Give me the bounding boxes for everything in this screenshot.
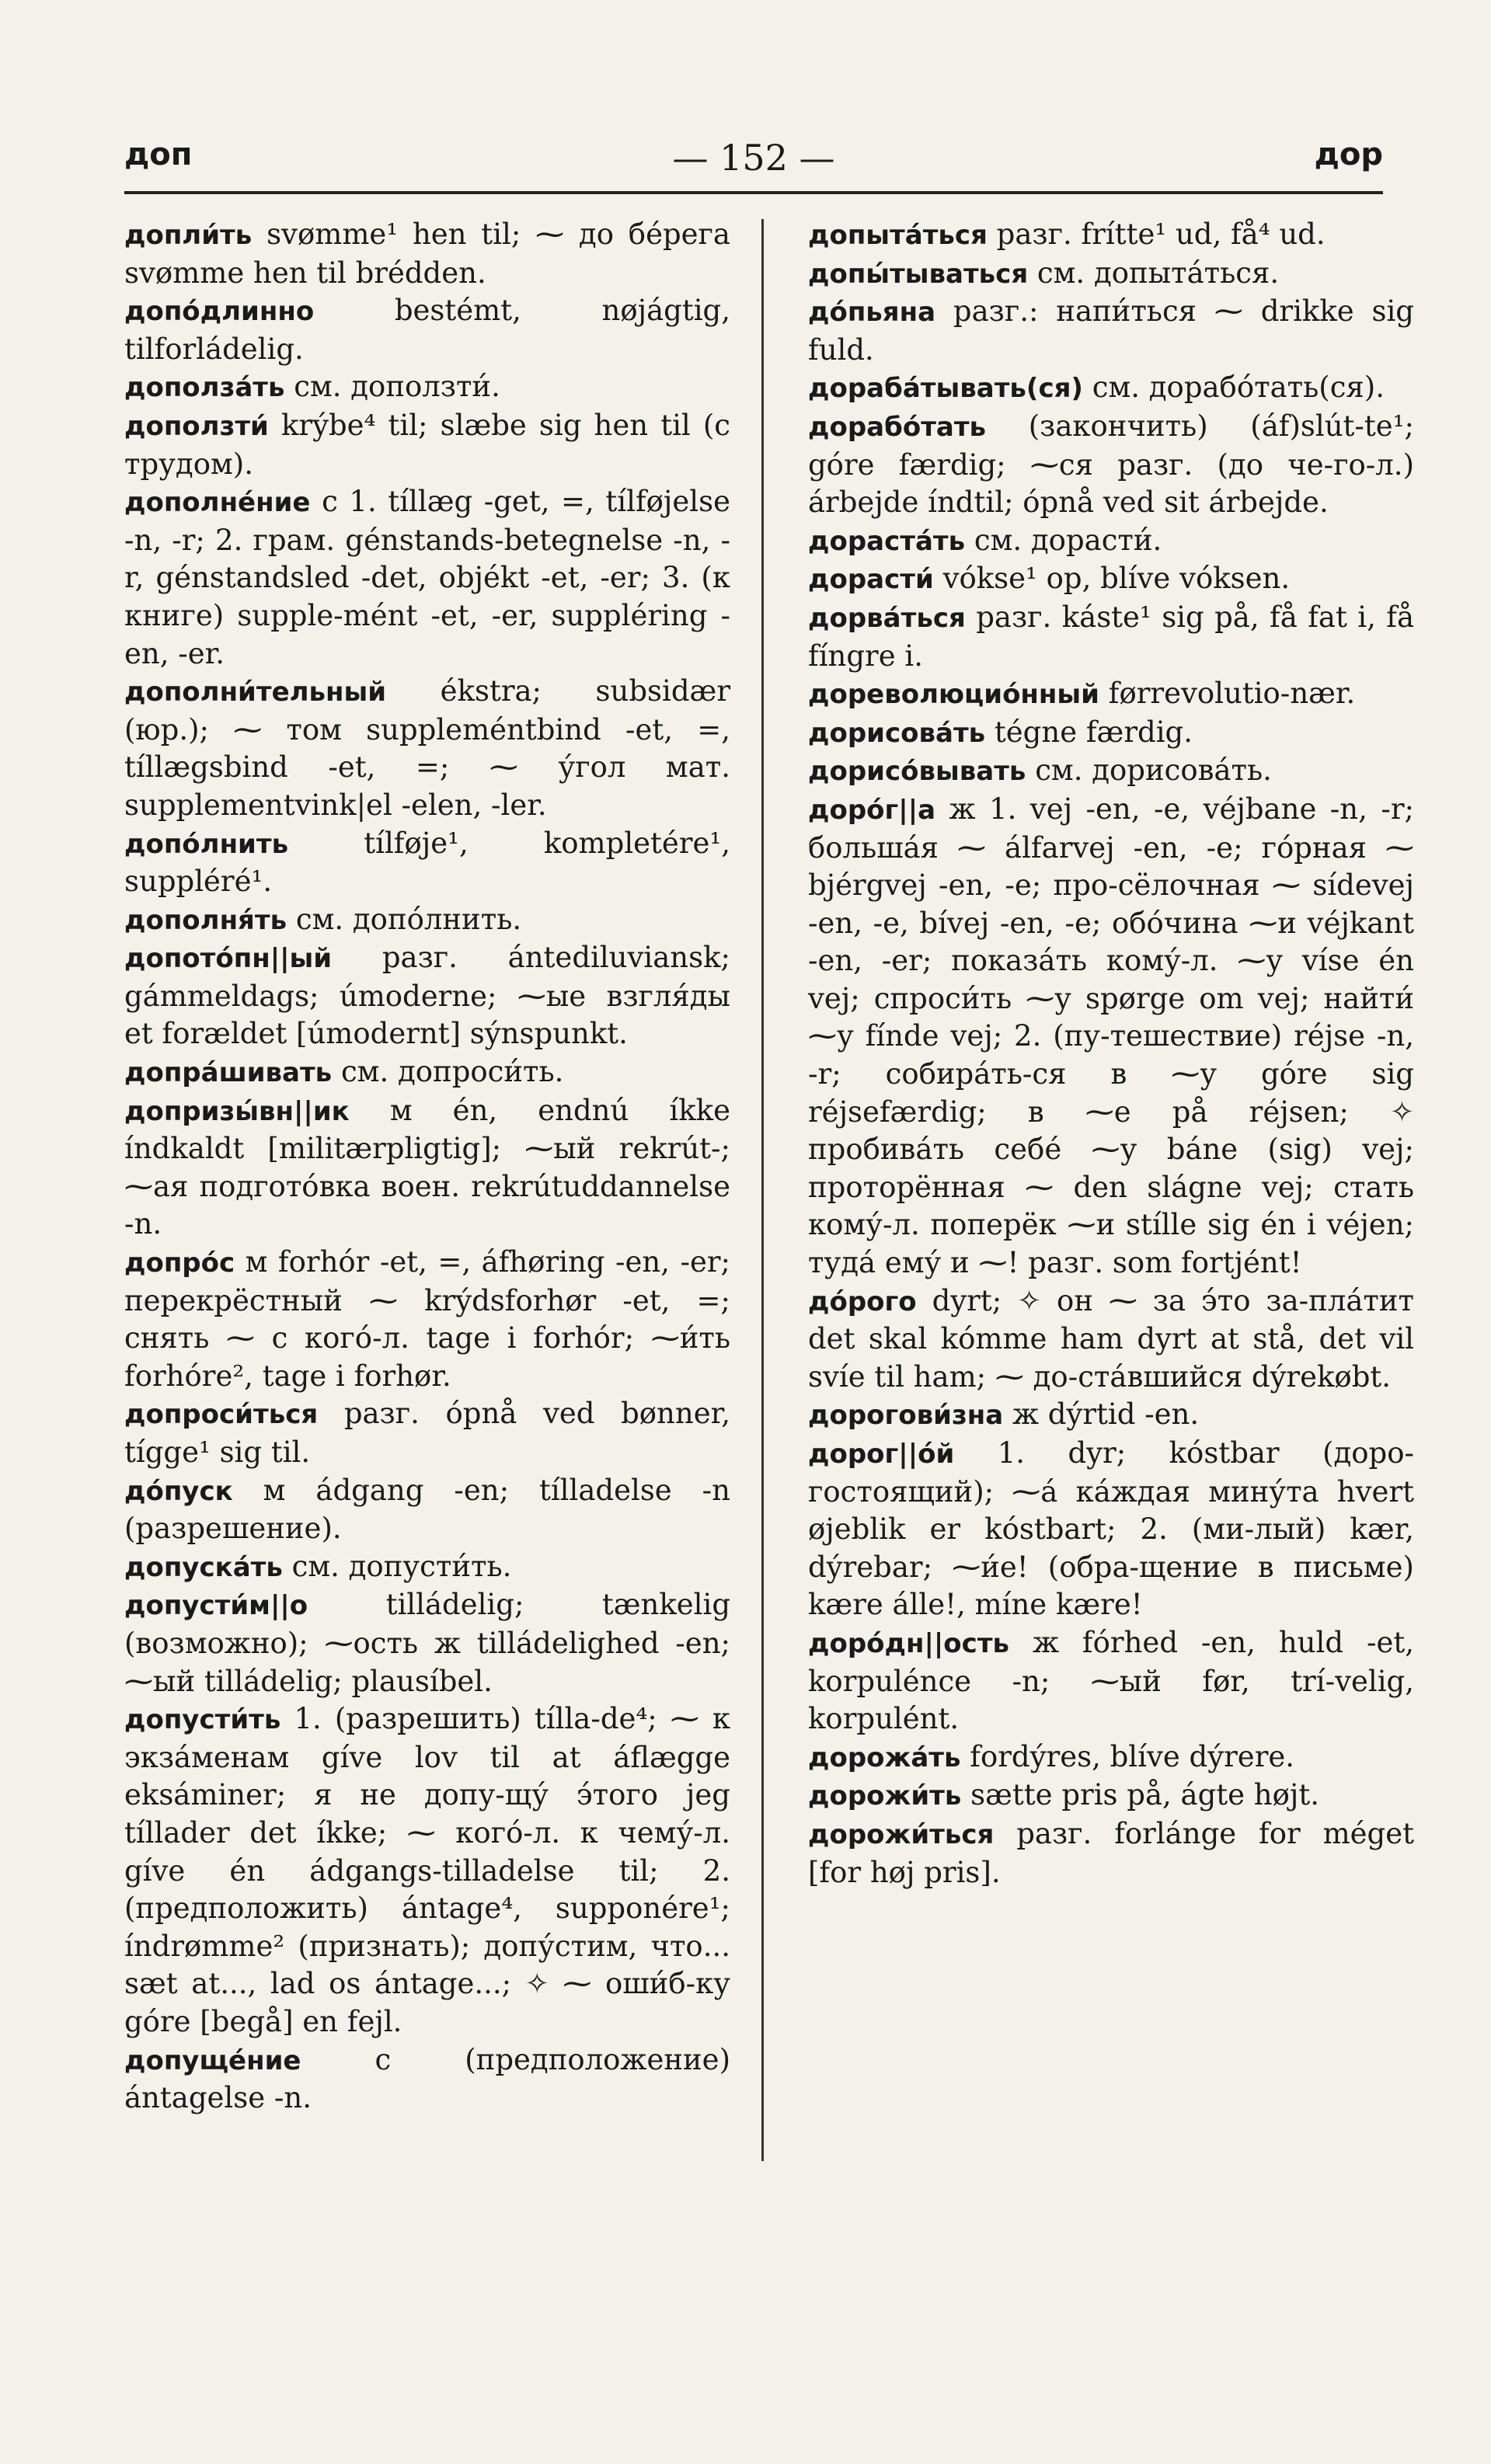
dictionary-entry (808, 1435, 1414, 1624)
dictionary-entry (124, 1586, 730, 1700)
entry-definition: см. дорасти́. (974, 523, 1162, 557)
dictionary-entry (808, 560, 1414, 599)
entry-definition: fordýres, blíve dýrere. (970, 1739, 1295, 1773)
entry-headword: дорожи́ться (808, 1818, 995, 1850)
right-column (808, 216, 1414, 1892)
entry-definition: см. допо́лнить. (295, 902, 522, 936)
entry-definition: ж fórhed -en, huld -et, korpulénce -n; ⁓ый før, trí-velig, korpulént. (808, 1625, 1414, 1736)
entry-headword: допусти́м||о (124, 1590, 308, 1622)
entry-definition: см. допроси́ть. (340, 1055, 564, 1089)
entry-definition: см. дорабо́тать(ся). (1092, 371, 1385, 405)
entry-definition: ж dýrtid -en. (1012, 1397, 1200, 1432)
dictionary-entry (124, 1244, 730, 1395)
entry-headword: дорабо́тать (808, 411, 987, 443)
column-divider (761, 219, 764, 2161)
page-number: — 152 — (672, 137, 835, 179)
entry-headword: допуще́ние (124, 2045, 301, 2076)
entry-headword: дополза́ть (124, 372, 285, 404)
entry-definition: с (предположение) ántagelse -n. (124, 2042, 731, 2115)
dictionary-entry (808, 255, 1414, 294)
entry-headword: до́рого (808, 1286, 917, 1317)
entry-definition: 1. (разрешить) tílla-de⁴; ⁓ к экза́менам gíve lov til at áflægge eksáminer; я не допу-щу́ э́того jeg tíllader det íkke; ⁓ кого́-л. к чему́-л. gíve én ádgangs-tilladelse til; 2. (предположить) ántage⁴, supponére¹; índrømme² (признать); допу́стим, что... sæt at..., lad os ántage...; ✧ ⁓ оши́б-ку góre [begå] en fejl. (124, 1702, 730, 2038)
dictionary-entry (808, 599, 1414, 675)
entry-headword: допро́с (124, 1248, 235, 1279)
dictionary-entry (124, 216, 730, 292)
entry-definition: разг. frítte¹ ud, få⁴ ud. (996, 218, 1326, 251)
entry-headword: доползти́ (124, 410, 269, 442)
left-guide-word: доп (124, 137, 193, 172)
entry-headword: дорог||о́й (808, 1439, 955, 1470)
entry-definition: vókse¹ op, blíve vóksen. (942, 562, 1291, 596)
dictionary-entry (124, 1472, 730, 1548)
entry-headword: допризы́вн||ик (124, 1095, 350, 1127)
page-header (124, 137, 1383, 191)
entry-headword: дорисова́ть (808, 717, 986, 749)
entry-headword: допли́ть (124, 220, 253, 251)
entry-definition: svømme¹ hen til; ⁓ до бе́рега svømme hen til brédden. (124, 218, 730, 290)
dictionary-entry (124, 825, 730, 901)
dictionary-entry (808, 1738, 1414, 1777)
dictionary-entry (124, 1053, 730, 1092)
dictionary-entry (124, 2041, 730, 2118)
entry-headword: дорожи́ть (808, 1780, 962, 1812)
dictionary-entry (808, 714, 1414, 753)
entry-definition: м ádgang -en; tílladelse -n (разрешение). (124, 1473, 730, 1546)
entry-headword: дополне́ние (124, 487, 311, 519)
dictionary-entry (808, 369, 1414, 408)
entry-definition: bestémt, nøjágtig, tilforládelig. (124, 294, 730, 366)
dictionary-entry (124, 1092, 730, 1244)
dictionary-entry (808, 408, 1414, 522)
entry-definition: см. доползти́. (294, 370, 500, 404)
entry-definition: dyrt; ✧ он ⁓ за э́то за-пла́тит det skal kómme ham dyrt at stå, det vil svíe til ham; ⁓ до-ста́вшийся dýrekøbt. (808, 1283, 1414, 1394)
right-guide-word: дор (1314, 137, 1383, 172)
entry-definition: разг. káste¹ sig på, få fat i, få fíngre i. (808, 600, 1415, 673)
dictionary-entry (124, 407, 730, 483)
dictionary-entry (808, 752, 1414, 791)
entry-headword: допусти́ть (124, 1704, 281, 1736)
entry-headword: дореволюцио́нный (808, 679, 1099, 711)
entry-definition: ékstra; subsidær (юр.); ⁓ том suppleméntbind -et, =, tíllægsbind -et, =; ⁓ у́гол мат. supplementvink|el -elen, -ler. (124, 674, 731, 822)
entry-headword: дорогови́зна (808, 1400, 1004, 1432)
entry-headword: до́пуск (124, 1475, 233, 1507)
entry-definition: разг. ántediluviansk; gámmeldags; úmoderne; ⁓ые взгля́ды et forældet [úmodernt] sýnspunkt. (124, 941, 730, 1051)
entry-headword: дополня́ть (124, 904, 287, 936)
entry-headword: допото́пн||ый (124, 943, 333, 975)
dictionary-entry (124, 1700, 730, 2041)
entry-headword: допроси́ться (124, 1399, 319, 1431)
dictionary-entry (808, 216, 1414, 255)
entry-headword: дораба́тывать(ся) (808, 373, 1083, 405)
entry-definition: м forhór -et, =, áfhøring -en, -er; перекрёстный ⁓ krýdsforhør -et, =; снять ⁓ с кого́-л. tage i forhór; ⁓и́ть forhóre², tage i forhør. (124, 1245, 730, 1393)
dictionary-entry (124, 483, 730, 673)
dictionary-entry (124, 368, 730, 407)
entry-definition: tégne færdig. (994, 715, 1193, 749)
entry-headword: доро́дн||ость (808, 1627, 1010, 1659)
entry-definition: разг. ópnå ved bønner, tígge¹ sig til. (124, 1397, 730, 1469)
entry-headword: допо́лнить (124, 828, 289, 860)
entry-definition: krýbe⁴ til; slæbe sig hen til (с трудом). (124, 408, 731, 481)
entry-definition: м én, endnú íkke índkaldt [militærpligtig]; ⁓ый rekrút-; ⁓ая подгото́вка воен. rekrútuddannelse -n. (124, 1093, 730, 1241)
entry-headword: допыта́ться (808, 220, 988, 251)
entry-definition: см. дорисова́ть. (1035, 753, 1272, 788)
entry-headword: дорва́ться (808, 602, 966, 634)
entry-headword: допра́шивать (124, 1057, 333, 1089)
entry-definition: см. допусти́ть. (291, 1549, 512, 1583)
entry-headword: допуска́ть (124, 1551, 283, 1583)
dictionary-entry (124, 1395, 730, 1471)
entry-headword: допо́длинно (124, 296, 315, 328)
entry-definition: ж 1. vej -en, -e, véjbane -n, -r; больша́я ⁓ álfarvej -en, -e; го́рная ⁓ bjérgvej -en, -e; про-сёлочная ⁓ sídevej -en, -e, bívej -en, -e; обо́чина ⁓и véjkant -en, -er; показа́ть кому́-л. ⁓у víse én vej; спроси́ть ⁓у spørge om vej; найти́ ⁓у fínde vej; 2. (пу-тешествие) réjse -n, -r; собира́ть-ся в ⁓у góre sig réjsefærdig; в ⁓е på réjsen; ✧ пробива́ть себе́ ⁓у báne (sig) vej; проторённая ⁓ den slágne vej; стать кому́-л. поперёк ⁓и stílle sig én i véjen; туда́ ему́ и ⁓! разг. som fortjént! (808, 792, 1415, 1280)
entry-headword: дополни́тельный (124, 677, 387, 708)
dictionary-entry (808, 1777, 1414, 1815)
dictionary-entry (124, 673, 730, 824)
entry-definition: разг.: напи́ться ⁓ drikke sig fuld. (808, 294, 1414, 367)
dictionary-entry (808, 1396, 1414, 1435)
dictionary-entry (124, 939, 730, 1053)
entry-definition: førrevolutio-nær. (1108, 677, 1356, 711)
dictionary-entry (124, 1548, 730, 1587)
dictionary-entry (808, 1624, 1414, 1738)
entry-definition: разг. forlánge for méget [for høj pris]. (808, 1816, 1414, 1889)
entry-definition: tílføje¹, kompletére¹, suppléré¹. (124, 826, 731, 899)
entry-headword: дорожа́ть (808, 1742, 961, 1773)
dictionary-entry (124, 901, 730, 940)
dictionary-entry (808, 675, 1414, 714)
entry-headword: дорасти́ (808, 564, 934, 596)
entry-definition: см. допыта́ться. (1036, 256, 1280, 290)
entry-definition: tilládelig; tænkelig (возможно); ⁓ость ж tilládelighed -en; ⁓ый tilládelig; plausíbel. (124, 1588, 731, 1698)
dictionary-entry (808, 522, 1414, 561)
dictionary-entry (808, 293, 1414, 369)
entry-definition: с 1. tíllæg -get, =, tílføjelse -n, -r; 2. грам. génstands-betegnelse -n, -r, génstandsled -det, objékt -et, -er; 3. (к книге) supple-mént -et, -er, suppléring -en, -er. (124, 485, 731, 670)
entry-headword: дораста́ть (808, 525, 966, 557)
entry-definition: sætte pris på, ágte højt. (970, 1778, 1320, 1812)
entry-definition: (закончить) (áf)slút-te¹; góre færdig; ⁓ся разг. (до че-го-л.) árbejde índtil; ópnå ved sit árbejde. (808, 409, 1414, 520)
dictionary-entry (808, 1282, 1414, 1397)
header-rule (124, 191, 1383, 194)
dictionary-entry (808, 1815, 1414, 1892)
left-column (124, 216, 730, 2118)
entry-headword: доро́г||а (808, 794, 936, 826)
dictionary-entry (808, 791, 1414, 1282)
entry-headword: до́пьяна (808, 297, 936, 329)
entry-headword: допы́тываться (808, 258, 1029, 290)
entry-definition: 1. dyr; kóstbar (доро-гостоящий); ⁓а́ ка́ждая мину́та hvert øjeblik er kóstbart; 2. (ми-лый) kær, dýrebar; ⁓и́е! (обра-щение в письме) kære álle!, míne kære! (808, 1436, 1415, 1622)
entry-headword: дорисо́вывать (808, 756, 1026, 788)
dictionary-entry (124, 292, 730, 368)
